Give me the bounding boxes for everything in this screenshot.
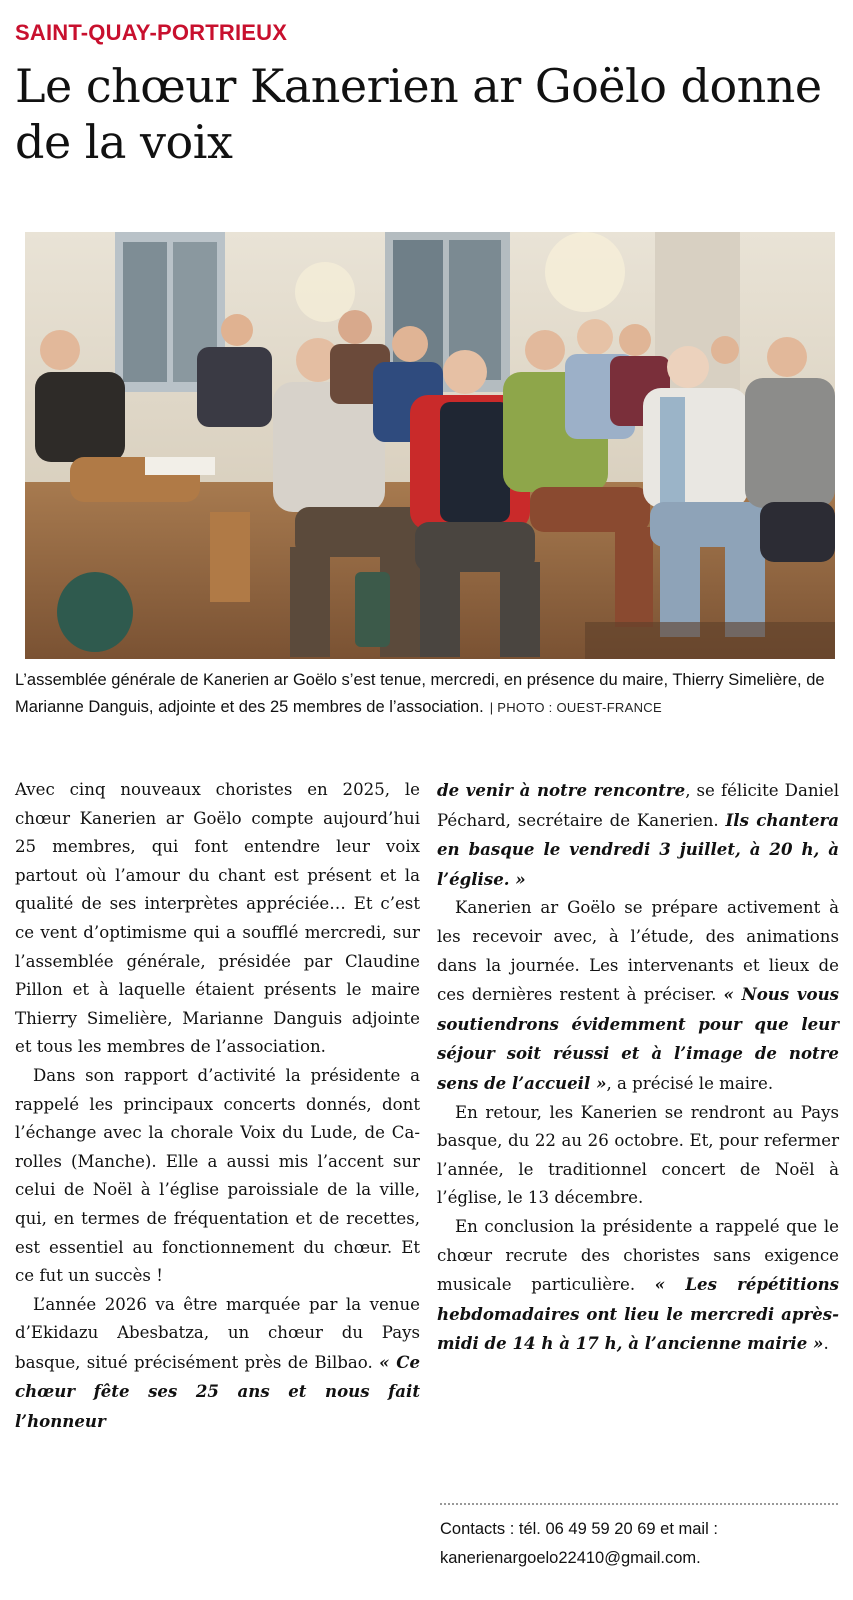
caption-text: L’assemblée générale de Kanerien ar Goëlo s’est tenue, mercredi, en présence du maire, Thierry Simelière, de Marianne Danguis, adjointe et des 25 membres de l’association. <box>15 671 825 716</box>
paragraph-6-quote: « Les répétitions hebdomadaires ont lieu le mercredi après-midi de 14 h à 17 h, à l’ancienne mairie » <box>437 1274 839 1354</box>
paragraph-2: Dans son rapport d’activité la présidente a rappelé les principaux concerts donnés, dont l’échange avec la chorale Voix du Lude, de Carolles (Manche). Elle a aussi mis l’accent sur celui de Noël à l’église paroissiale de la ville, qui, en termes de fréquentation et de recettes, est essentiel au fonctionnement du chœur. Et ce fut un succès ! <box>15 1065 420 1286</box>
paragraph-4-tail: , a précisé le maire. <box>606 1073 774 1093</box>
paragraph-4-text: Kanerien ar Goëlo se prépare activement à les recevoir avec, à l’étude, des animations dans la journée. Les intervenants et lieux de ces dernières restent à préciser. <box>437 898 839 1005</box>
paragraph-6-text: En conclusion la présidente a rappelé que le chœur recrute des choristes sans exigence musicale particulière. <box>437 1216 839 1295</box>
paragraph-3-continuation <box>437 776 839 894</box>
paragraph-5: En retour, les Kanerien se rendront au Pays basque, du 22 au 26 octobre. Et, pour refermer l’année, le traditionnel concert de Noël à l’église, le 13 décembre. <box>437 1102 839 1208</box>
paragraph-6 <box>437 1213 839 1359</box>
article-column-left <box>15 776 420 1437</box>
paragraph-1: Avec cinq nouveaux choristes en 2025, le chœur Kanerien ar Goëlo compte aujourd’hui 25 membres, qui font entendre leur voix partout où l’amour du chant est présent et la qualité de ses interprètes appréciée… Et c’est ce vent d’optimisme qui a soufflé mercredi, sur l’assemblée générale, présidée par Claudine Pillon et à laquelle étaient présents le maire Thierry Simelière, Marianne Danguis adjointe et tous les membres de l’association. <box>15 780 420 1057</box>
article-photo <box>25 232 835 659</box>
paragraph-3-tail: , se félicite Daniel Péchard, secrétaire de Kanerien. <box>437 781 839 830</box>
paragraph-4-quote: « Nous vous soutiendrons évidemment pour que leur séjour soit réussi et à l’image de notre sens de l’accueil » <box>437 984 839 1093</box>
paragraph-3-text: L’année 2026 va être marquée par la venue d’Ekidazu Abesbatza, un chœur du Pays basque, situé précisément près de Bilbao. <box>15 1294 420 1372</box>
photo-credit: | PHOTO : OUEST-FRANCE <box>489 700 662 715</box>
photo-assembly-meeting-icon <box>25 232 835 659</box>
paragraph-3-quote-2: Ils chantera en basque le vendredi 3 juillet, à 20 h, à l’église. » <box>437 809 839 889</box>
contacts-separator <box>440 1503 838 1505</box>
paragraph-3-quote-continued: de venir à notre rencontre <box>437 780 686 800</box>
paragraph-3 <box>15 1291 420 1437</box>
paragraph-6-tail: . <box>823 1334 829 1354</box>
paragraph-4 <box>437 894 839 1098</box>
photo-caption <box>15 667 845 721</box>
contacts-block <box>440 1515 840 1573</box>
paragraph-3-quote: « Ce chœur fête ses 25 ans et nous fait l’honneur <box>15 1351 420 1432</box>
section-kicker: SAINT-QUAY-PORTRIEUX <box>15 20 288 45</box>
contacts-email[interactable]: kanerienargoelo22410@gmail.com. <box>440 1549 701 1567</box>
article-headline: Le chœur Kanerien ar Goëlo donne de la voix <box>15 59 822 169</box>
article-column-right <box>437 776 839 1359</box>
contacts-line-1: Contacts : tél. 06 49 59 20 69 et mail : <box>440 1520 718 1538</box>
